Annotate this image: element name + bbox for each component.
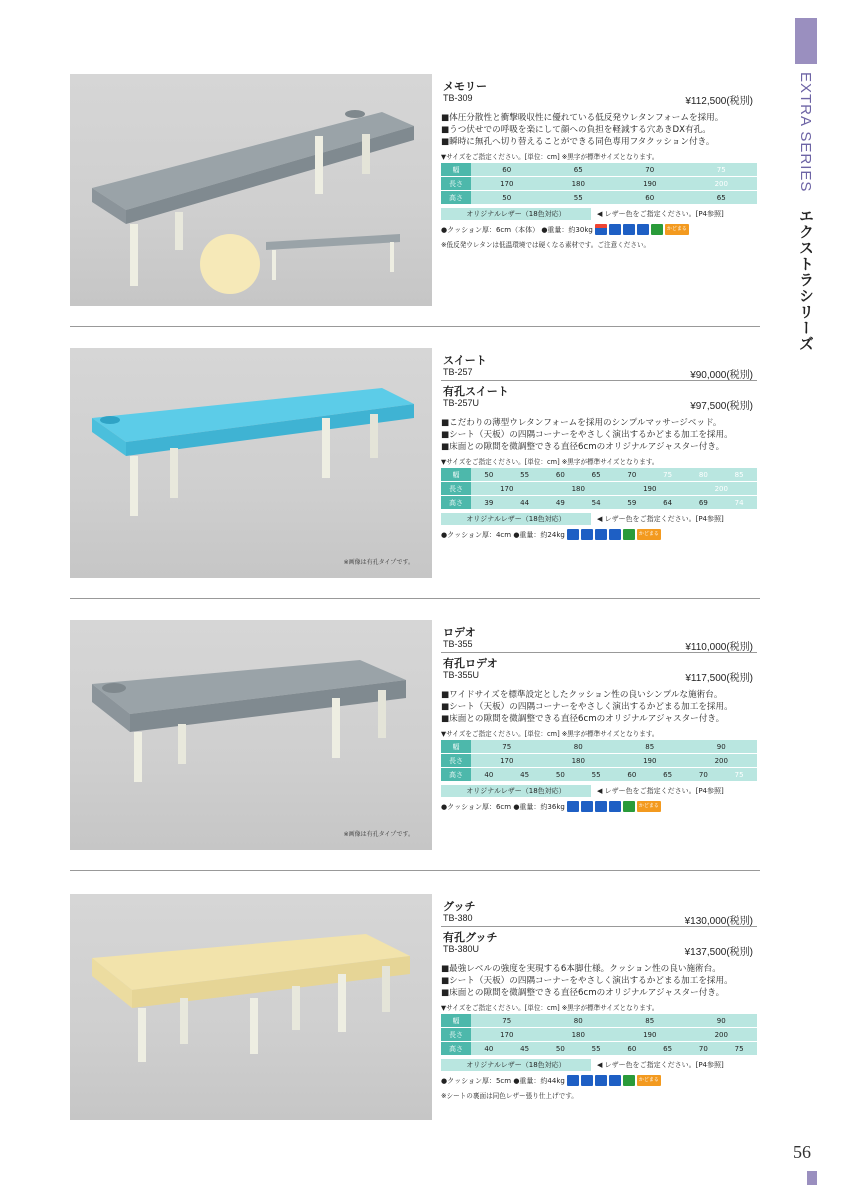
feature-list (441, 112, 757, 148)
length-value: 190 (643, 1030, 657, 1039)
spec-row (441, 529, 757, 540)
leather-label: オリジナルレザー（18色対応） (441, 1059, 591, 1071)
page-accent-bar (807, 1171, 817, 1185)
width-value: 60 (502, 165, 512, 174)
width-value: 75 (502, 742, 512, 751)
width-value: 85 (734, 470, 744, 479)
size-table (441, 163, 757, 205)
product-price: ¥117,500(税別) (685, 673, 753, 684)
product-code: TB-355 (443, 639, 473, 649)
leather-row (441, 208, 757, 220)
product-info-memory (441, 76, 757, 249)
row-label-width: 幅 (441, 1014, 471, 1028)
height-value: 65 (716, 193, 726, 202)
height-value: 65 (663, 770, 673, 779)
length-value: 200 (714, 756, 728, 765)
product-name: ロデオ (443, 626, 476, 639)
product-name-line (441, 652, 757, 683)
row-label-width: 幅 (441, 468, 471, 482)
length-value: 170 (500, 484, 514, 493)
row-label-width: 幅 (441, 163, 471, 177)
height-value: 50 (502, 193, 512, 202)
width-value: 85 (645, 1016, 655, 1025)
feature-icon (609, 529, 621, 540)
feature-icon (567, 529, 579, 540)
product-name-line (441, 622, 757, 652)
length-value: 190 (643, 484, 657, 493)
width-value: 75 (716, 165, 726, 174)
size-note: ▼サイズをご指定ください。[単位：cm] ※黒字が標準サイズとなります。 (441, 153, 659, 161)
feature-icon (595, 529, 607, 540)
product-name: グッチ (443, 900, 476, 913)
leather-note: ◀ レザー色をご指定ください。[P4参照] (597, 210, 724, 218)
feature-icon (623, 801, 635, 812)
product-name: 有孔スイート (443, 385, 509, 398)
feature-icon (609, 1075, 621, 1086)
width-value: 80 (573, 742, 583, 751)
product-name-line (441, 76, 757, 106)
leather-note: ◀ レザー色をご指定ください。[P4参照] (597, 787, 724, 795)
spec-text: ●クッション厚：5cm ●重量：約44kg (441, 1076, 565, 1085)
feature-icon (567, 1075, 579, 1086)
side-accent-bar (795, 18, 817, 64)
height-value: 49 (555, 498, 565, 507)
product-name: 有孔ロデオ (443, 657, 498, 670)
feature-item: ■体圧分散性と衝撃吸収性に優れている低反発ウレタンフォームを採用。 (441, 113, 724, 123)
leather-note: ◀ レザー色をご指定ください。[P4参照] (597, 515, 724, 523)
kadomaru-badge-icon: かどまる (637, 529, 661, 540)
product-photo-gucci (70, 894, 432, 1120)
series-title-jp: エクストラシリーズ (797, 207, 814, 352)
feature-item: ■シート（天板）の四隅コーナーをやさしく演出するかどまる加工を採用。 (441, 702, 733, 712)
product-price: ¥90,000(税別) (690, 370, 753, 381)
product-photo-rodeo (70, 620, 432, 850)
height-value: 44 (520, 498, 530, 507)
product-photo-memory (70, 74, 432, 306)
height-value: 55 (573, 193, 583, 202)
spec-row (441, 801, 757, 812)
width-value: 65 (591, 470, 601, 479)
photo-note: ※画像は有孔タイプです。 (343, 831, 414, 838)
length-value: 170 (500, 756, 514, 765)
product-note: ※低反発ウレタンは低温環境では硬くなる素材です。ご注意ください。 (441, 241, 651, 249)
product-info-gucci (441, 896, 757, 1100)
row-label-length: 長さ (441, 482, 471, 496)
height-value: 45 (520, 770, 530, 779)
height-value: 50 (555, 1044, 565, 1053)
length-value: 190 (643, 179, 657, 188)
product-name: 有孔グッチ (443, 931, 498, 944)
feature-icon (651, 224, 663, 235)
width-value: 75 (663, 470, 673, 479)
leather-row (441, 513, 757, 525)
width-value: 65 (573, 165, 583, 174)
leather-label: オリジナルレザー（18色対応） (441, 208, 591, 220)
section-divider (70, 870, 760, 871)
massage-bed-illustration (70, 348, 432, 578)
width-value: 80 (698, 470, 708, 479)
massage-bed-illustration (70, 894, 432, 1120)
spec-text: ●クッション厚：6cm（本体） ●重量：約30kg (441, 225, 593, 234)
feature-icon (609, 224, 621, 235)
size-note: ▼サイズをご指定ください。[単位：cm] ※黒字が標準サイズとなります。 (441, 458, 659, 466)
feature-item: ■最強レベルの強度を実現する6本脚仕様。クッション性の良い施術台。 (441, 964, 721, 974)
feature-item: ■ワイドサイズを標準設定としたクッション性の良いシンプルな施術台。 (441, 690, 723, 700)
product-price: ¥112,500(税別) (685, 96, 753, 107)
leather-note: ◀ レザー色をご指定ください。[P4参照] (597, 1061, 724, 1069)
feature-list (441, 689, 757, 725)
feature-item: ■瞬時に無孔へ切り替えることができる同色専用フタクッション付き。 (441, 137, 715, 147)
size-table (441, 468, 757, 510)
height-value: 55 (591, 770, 601, 779)
width-value: 55 (520, 470, 530, 479)
product-code: TB-380U (443, 944, 480, 954)
row-label-length: 長さ (441, 754, 471, 768)
height-value: 60 (627, 770, 637, 779)
row-label-height: 高さ (441, 191, 471, 205)
size-table (441, 740, 757, 782)
width-value: 70 (645, 165, 655, 174)
product-code: TB-355U (443, 670, 480, 680)
height-value: 65 (663, 1044, 673, 1053)
product-code: TB-309 (443, 93, 473, 103)
feature-icon (581, 801, 593, 812)
feature-icon (623, 529, 635, 540)
size-table (441, 1014, 757, 1056)
feature-icon (623, 1075, 635, 1086)
height-value: 75 (734, 1044, 744, 1053)
length-value: 200 (714, 1030, 728, 1039)
series-title-en: EXTRA SERIES (797, 72, 814, 193)
height-value: 39 (484, 498, 494, 507)
feature-icon (595, 1075, 607, 1086)
kadomaru-badge-icon: かどまる (637, 1075, 661, 1086)
height-value: 40 (484, 1044, 494, 1053)
product-name: メモリー (443, 80, 487, 93)
feature-icon (623, 224, 635, 235)
series-title (796, 72, 816, 352)
height-value: 75 (734, 770, 744, 779)
feature-list (441, 963, 757, 999)
height-value: 69 (698, 498, 708, 507)
feature-icon (595, 224, 607, 235)
page-number: 56 (793, 1142, 811, 1162)
width-value: 90 (716, 742, 726, 751)
feature-item: ■こだわりの薄型ウレタンフォームを採用のシンプルマッサージベッド。 (441, 418, 722, 428)
product-code: TB-380 (443, 913, 473, 923)
length-value: 170 (500, 1030, 514, 1039)
product-price: ¥137,500(税別) (684, 947, 753, 958)
feature-item: ■床面との隙間を微調整できる直径6cmのオリジナルアジャスター付き。 (441, 714, 725, 724)
product-name-line (441, 926, 757, 957)
row-label-length: 長さ (441, 1028, 471, 1042)
length-value: 200 (714, 484, 728, 493)
product-info-rodeo (441, 622, 757, 812)
product-price: ¥97,500(税別) (690, 401, 753, 412)
feature-icon (567, 801, 579, 812)
row-label-height: 高さ (441, 496, 471, 510)
size-note: ▼サイズをご指定ください。[単位：cm] ※黒字が標準サイズとなります。 (441, 1004, 659, 1012)
product-price: ¥130,000(税別) (684, 916, 753, 927)
massage-bed-illustration (70, 74, 432, 306)
feature-item: ■うつ伏せでの呼吸を楽にして顔への負担を軽減する穴あきDX有孔。 (441, 125, 711, 135)
product-name-line (441, 380, 757, 411)
length-value: 170 (500, 179, 514, 188)
feature-item: ■シート（天板）の四隅コーナーをやさしく演出するかどまる加工を採用。 (441, 430, 733, 440)
massage-bed-illustration (70, 620, 432, 850)
height-value: 60 (627, 1044, 637, 1053)
kadomaru-badge-icon: かどまる (665, 224, 689, 235)
width-value: 80 (573, 1016, 583, 1025)
height-value: 45 (520, 1044, 530, 1053)
feature-list (441, 417, 757, 453)
height-value: 40 (484, 770, 494, 779)
width-value: 70 (627, 470, 637, 479)
spec-row (441, 224, 757, 235)
product-name: スイート (443, 354, 487, 367)
product-price: ¥110,000(税別) (685, 642, 753, 653)
feature-icon (637, 224, 649, 235)
feature-icon (581, 529, 593, 540)
width-value: 85 (645, 742, 655, 751)
leather-label: オリジナルレザー（18色対応） (441, 513, 591, 525)
leather-label: オリジナルレザー（18色対応） (441, 785, 591, 797)
height-value: 55 (591, 1044, 601, 1053)
product-name-line (441, 896, 757, 926)
row-label-height: 高さ (441, 768, 471, 782)
feature-item: ■シート（天板）の四隅コーナーをやさしく演出するかどまる加工を採用。 (441, 976, 733, 986)
spec-text: ●クッション厚：6cm ●重量：約36kg (441, 802, 565, 811)
spec-text: ●クッション厚：4cm ●重量：約24kg (441, 530, 565, 539)
product-code: TB-257 (443, 367, 473, 377)
height-value: 64 (663, 498, 673, 507)
height-value: 54 (591, 498, 601, 507)
width-value: 90 (716, 1016, 726, 1025)
product-note: ※シートの裏面は同色レザー張り仕上げです。 (441, 1092, 578, 1100)
height-value: 60 (645, 193, 655, 202)
product-photo-sweet (70, 348, 432, 578)
spec-row (441, 1075, 757, 1086)
width-value: 60 (555, 470, 565, 479)
length-value: 180 (571, 1030, 585, 1039)
feature-item: ■床面との隙間を微調整できる直径6cmのオリジナルアジャスター付き。 (441, 988, 725, 998)
kadomaru-badge-icon: かどまる (637, 801, 661, 812)
height-value: 59 (627, 498, 637, 507)
size-note: ▼サイズをご指定ください。[単位：cm] ※黒字が標準サイズとなります。 (441, 730, 659, 738)
row-label-width: 幅 (441, 740, 471, 754)
length-value: 180 (571, 484, 585, 493)
length-value: 200 (714, 179, 728, 188)
section-divider (70, 326, 760, 327)
height-value: 70 (698, 1044, 708, 1053)
product-code: TB-257U (443, 398, 480, 408)
length-value: 180 (571, 756, 585, 765)
feature-item: ■床面との隙間を微調整できる直径6cmのオリジナルアジャスター付き。 (441, 442, 725, 452)
height-value: 74 (734, 498, 744, 507)
photo-note: ※画像は有孔タイプです。 (343, 559, 414, 566)
leather-row (441, 1059, 757, 1071)
product-name-line (441, 350, 757, 380)
feature-icon (609, 801, 621, 812)
length-value: 180 (571, 179, 585, 188)
width-value: 75 (502, 1016, 512, 1025)
feature-icon (595, 801, 607, 812)
length-value: 190 (643, 756, 657, 765)
product-info-sweet (441, 350, 757, 540)
section-divider (70, 598, 760, 599)
row-label-height: 高さ (441, 1042, 471, 1056)
feature-icon (581, 1075, 593, 1086)
width-value: 50 (484, 470, 494, 479)
height-value: 70 (698, 770, 708, 779)
row-label-length: 長さ (441, 177, 471, 191)
leather-row (441, 785, 757, 797)
height-value: 50 (555, 770, 565, 779)
